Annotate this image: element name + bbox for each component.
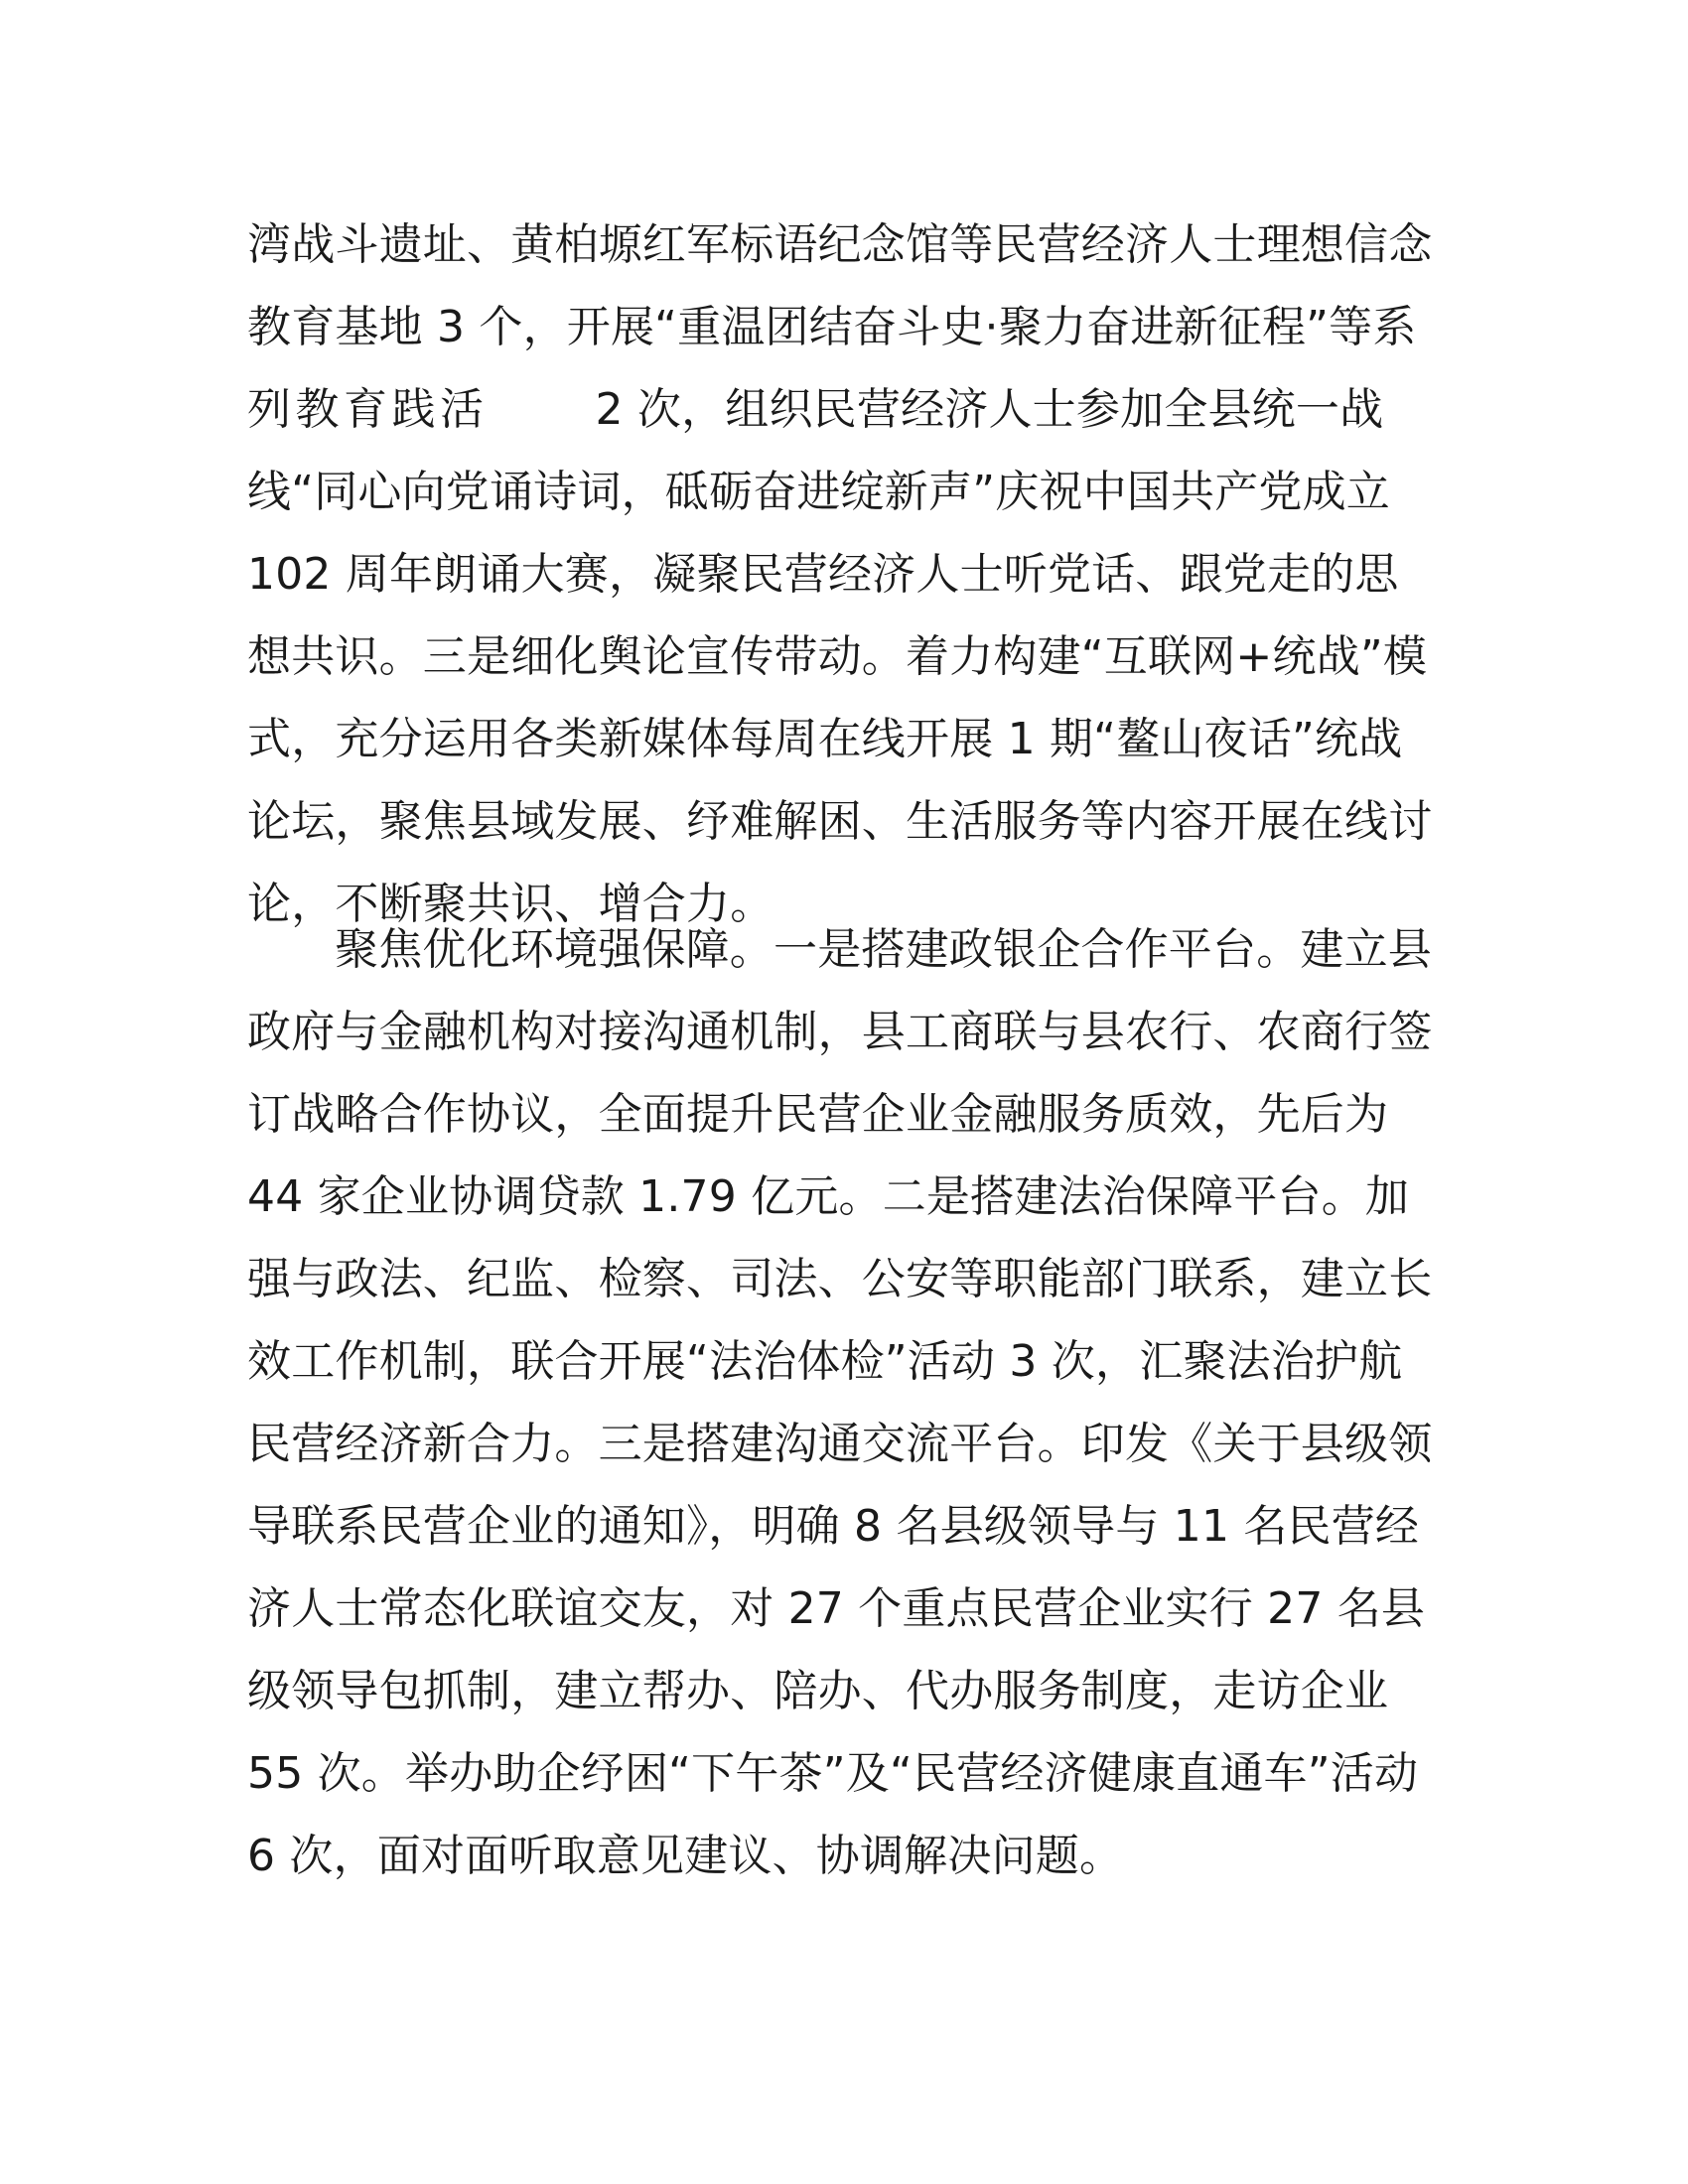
paragraph-line: 论，不断聚共识、增合力。 [247, 879, 774, 929]
paragraph-line: 55 次。举办助企纾困“下午茶”及“民营经济健康直通车”活动 [247, 1748, 1419, 1799]
paragraph-line: 民营经济新合力。三是搭建沟通交流平台。印发《关于县级领 [247, 1419, 1433, 1469]
paragraph-line-first: 聚焦优化环境强保障。一是搭建政银企合作平台。建立县 [335, 924, 1432, 975]
paragraph-line: 级领导包抓制，建立帮办、陪办、代办服务制度，走访企业 [247, 1666, 1389, 1716]
paragraph-line: 教育基地 3 个，开展“重温团结奋斗史·聚力奋进新征程”等系 [247, 302, 1417, 352]
paragraph-line: 强与政法、纪监、检察、司法、公安等职能部门联系，建立长 [247, 1254, 1433, 1304]
paragraph-line: 效工作机制，联合开展“法治体检”活动 3 次，汇聚法治护航 [247, 1336, 1403, 1387]
paragraph-line: 导联系民营企业的通知》，明确 8 名县级领导与 11 名民营经 [247, 1501, 1420, 1552]
paragraph-line-split [247, 368, 1439, 451]
paragraph-line: 论坛，聚焦县域发展、纾难解困、生活服务等内容开展在线讨 [247, 796, 1433, 847]
paragraph-line-suffix: 2 次，组织民营经济人士参加全县统一战 [595, 384, 1384, 435]
paragraph-line: 湾战斗遗址、黄柏塬红军标语纪念馆等民营经济人士理想信念 [247, 219, 1433, 270]
paragraph-line: 44 家企业协调贷款 1.79 亿元。二是搭建法治保障平台。加 [247, 1171, 1410, 1222]
paragraph-1 [247, 204, 1439, 945]
paragraph-line: 济人士常态化联谊交友，对 27 个重点民营企业实行 27 名县 [247, 1583, 1426, 1634]
paragraph-line: 102 周年朗诵大赛，凝聚民营经济人士听党话、跟党走的思 [247, 549, 1399, 600]
paragraph-2 [247, 908, 1439, 1897]
paragraph-line: 政府与金融机构对接沟通机制，县工商联与县农行、农商行签 [247, 1007, 1433, 1057]
paragraph-line: 6 次，面对面听取意见建议、协调解决问题。 [247, 1831, 1124, 1881]
paragraph-line: 订战略合作协议，全面提升民营企业金融服务质效，先后为 [247, 1089, 1389, 1140]
paragraph-line: 想共识。三是细化舆论宣传带动。着力构建“互联网+统战”模 [247, 631, 1428, 682]
paragraph-line: 线“同心向党诵诗词，砥砺奋进绽新声”庆祝中国共产党成立 [247, 467, 1390, 517]
paragraph-line: 式，充分运用各类新媒体每周在线开展 1 期“鳌山夜话”统战 [247, 714, 1403, 764]
paragraph-line-prefix: 列教育践活 [247, 384, 489, 435]
